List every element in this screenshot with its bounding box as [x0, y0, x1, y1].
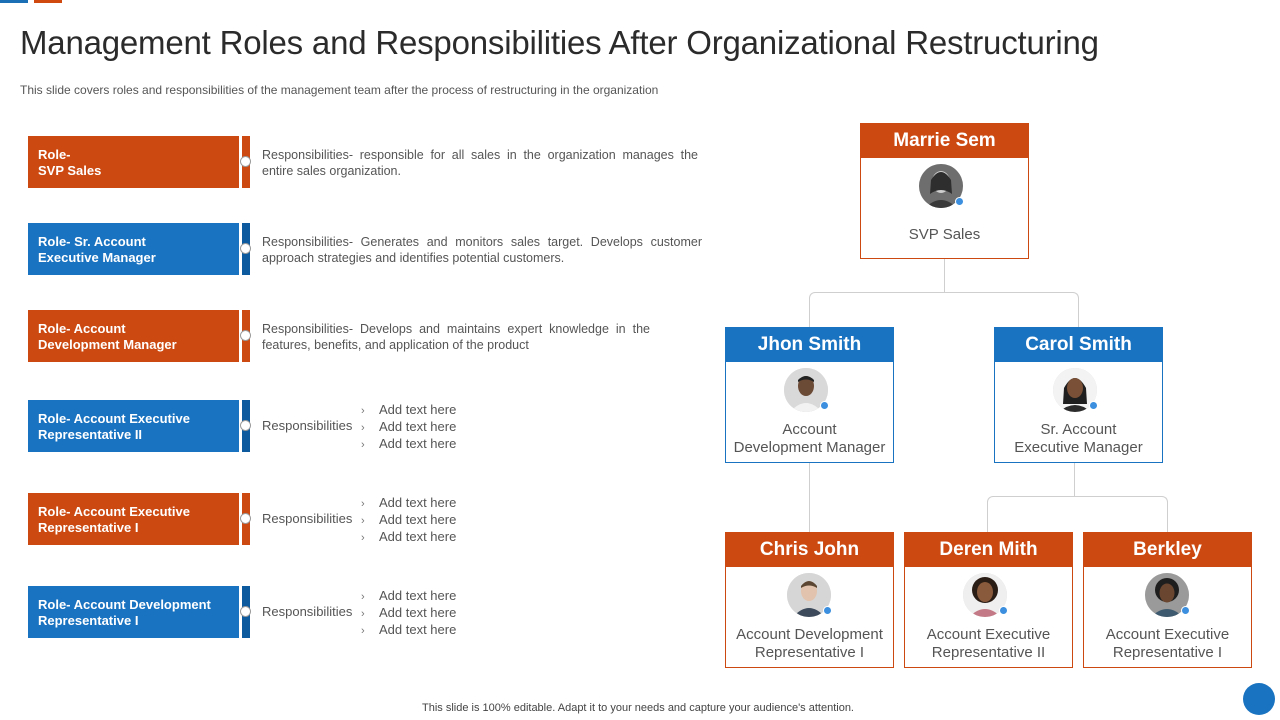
list-item: › Add text here [361, 436, 457, 451]
list-item: › Add text here [361, 402, 457, 417]
role-connector-dot [240, 330, 251, 341]
role-connector-dot [240, 156, 251, 167]
role-box [28, 400, 239, 452]
org-card-role: SVP Sales [908, 226, 981, 243]
org-card-name: Deren Mith [905, 533, 1072, 567]
status-dot [823, 606, 832, 615]
responsibility-label: Responsibilities [262, 418, 353, 433]
org-card-name: Marrie Sem [861, 124, 1028, 158]
org-card-name: Carol Smith [995, 328, 1162, 362]
org-card-deren-mith [904, 532, 1073, 668]
role-row-sr-account-executive-manager [28, 223, 708, 275]
chevron-right-icon: › [361, 591, 365, 603]
org-card-carol-smith [994, 327, 1163, 463]
role-label-line2: Representative I [38, 613, 139, 628]
avatar [963, 573, 1007, 617]
org-connector [944, 258, 945, 293]
org-card-name: Jhon Smith [726, 328, 893, 362]
list-item: › Add text here [361, 529, 457, 544]
top-accent-orange [34, 0, 62, 3]
chevron-right-icon: › [361, 532, 365, 544]
role-label-line1: Role- [38, 147, 71, 162]
responsibility-list [361, 588, 456, 639]
role-row-account-executive-representative-ii [28, 400, 708, 452]
list-item: › Add text here [361, 605, 457, 620]
org-card-name: Berkley [1084, 533, 1251, 567]
avatar [787, 573, 831, 617]
role-label-line1: Role- Sr. Account [38, 234, 146, 249]
role-box [28, 223, 239, 275]
role-label-line1: Role- Account Executive [38, 504, 190, 519]
footer-note: This slide is 100% editable. Adapt it to your needs and capture your audience's attention. [422, 702, 854, 714]
page-title: Management Roles and Responsibilities After Organizational Restructuring [20, 24, 1099, 61]
org-card-jhon-smith [725, 327, 894, 463]
org-connector [809, 462, 810, 533]
org-card-role: Sr. Account Executive Manager [1014, 421, 1143, 456]
org-card-chris-john [725, 532, 894, 668]
list-item: › Add text here [361, 495, 457, 510]
org-card-marrie-sem [860, 123, 1029, 259]
list-item: › Add text here [361, 622, 457, 637]
status-dot [999, 606, 1008, 615]
org-card-name: Chris John [726, 533, 893, 567]
list-item: › Add text here [361, 588, 457, 603]
org-card-role: Account Development Manager [733, 421, 886, 456]
list-item: › Add text here [361, 419, 457, 434]
avatar [1145, 573, 1189, 617]
slide-corner-badge [1243, 683, 1275, 715]
role-label-line2: Representative I [38, 520, 139, 535]
role-row-svp-sales [28, 136, 708, 188]
chevron-right-icon: › [361, 422, 365, 434]
org-connector [987, 496, 1168, 533]
responsibility-label: Responsibilities [262, 511, 353, 526]
status-dot [820, 401, 829, 410]
status-dot [1089, 401, 1098, 410]
role-box [28, 493, 239, 545]
page-subtitle: This slide covers roles and responsibilities of the management team after the process of restructuring in the organization [20, 83, 659, 97]
chevron-right-icon: › [361, 498, 365, 510]
org-card-role: Account Development Representative I [736, 626, 883, 661]
org-card-role: Account Executive Representative II [926, 626, 1051, 661]
role-box [28, 586, 239, 638]
status-dot [1181, 606, 1190, 615]
role-label-line2: Representative II [38, 427, 143, 442]
role-label-line2: SVP Sales [38, 163, 102, 178]
role-connector-dot [240, 243, 251, 254]
responsibility-text: Responsibilities- responsible for all sales in the organization manages the entire sales organization. [262, 148, 698, 178]
responsibility-text: Responsibilities- Develops and maintains expert knowledge in the features, benefits, and application of the product [262, 322, 650, 352]
role-connector-dot [240, 513, 251, 524]
chevron-right-icon: › [361, 608, 365, 620]
avatar [1053, 368, 1097, 412]
responsibility-list [361, 495, 456, 546]
chevron-right-icon: › [361, 405, 365, 417]
chevron-right-icon: › [361, 439, 365, 451]
avatar [919, 164, 963, 208]
role-box [28, 136, 239, 188]
role-label-line1: Role- Account Executive [38, 411, 190, 426]
org-card-role: Account Executive Representative I [1105, 626, 1230, 661]
avatar [784, 368, 828, 412]
top-accent-blue [0, 0, 28, 3]
role-connector-dot [240, 420, 251, 431]
status-dot [955, 197, 964, 206]
role-label-line2: Development Manager [38, 337, 177, 352]
list-item: › Add text here [361, 512, 457, 527]
role-row-account-executive-representative-i [28, 493, 708, 545]
role-label-line1: Role- Account Development [38, 597, 211, 612]
responsibility-text: Responsibilities- Generates and monitors sales target. Develops customer approach strategies and identifies potential customers. [262, 235, 702, 265]
org-connector [1074, 462, 1075, 497]
responsibility-label: Responsibilities [262, 604, 353, 619]
role-row-account-development-representative-i [28, 586, 708, 638]
chevron-right-icon: › [361, 625, 365, 637]
role-connector-dot [240, 606, 251, 617]
role-label-line2: Executive Manager [38, 250, 156, 265]
org-card-berkley [1083, 532, 1252, 668]
role-label-line1: Role- Account [38, 321, 126, 336]
role-row-account-development-manager [28, 310, 708, 362]
role-box [28, 310, 239, 362]
chevron-right-icon: › [361, 515, 365, 527]
responsibility-list [361, 402, 456, 453]
org-connector [809, 292, 1079, 328]
